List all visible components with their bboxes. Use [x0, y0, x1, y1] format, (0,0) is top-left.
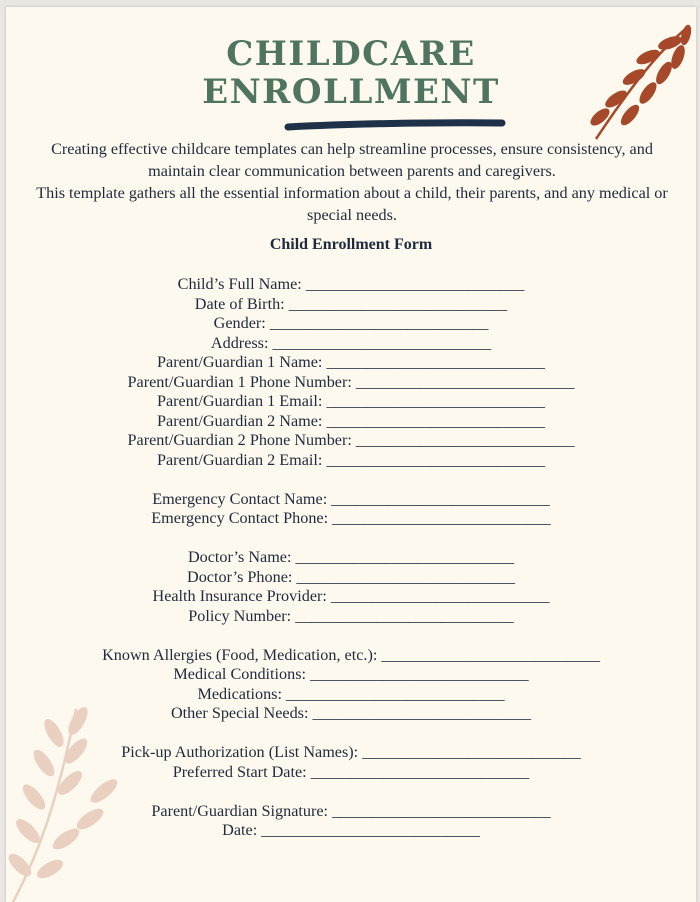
spacer [6, 724, 696, 744]
title-underline [284, 118, 506, 132]
spacer [6, 470, 696, 490]
field-parent2-email[interactable]: Parent/Guardian 2 Email: ___________________________ [156, 450, 545, 469]
title-line-2: ENROLLMENT [202, 72, 500, 112]
field-guardian-signature[interactable]: Parent/Guardian Signature: ___________________________ [151, 801, 551, 820]
field-policy-number[interactable]: Policy Number: ___________________________ [188, 606, 514, 625]
form-title: Child Enrollment Form [269, 236, 433, 253]
field-emergency-name[interactable]: Emergency Contact Name: ___________________________ [152, 489, 550, 508]
field-doctor-name[interactable]: Doctor’s Name: ___________________________ [187, 548, 515, 566]
field-gender[interactable]: Gender: ___________________________ [213, 314, 489, 332]
field-child-name[interactable]: Child’s Full Name: ___________________________ [177, 275, 525, 293]
page-title [6, 35, 696, 111]
intro-paragraph-2: This template gathers all the essential information about a child, their parents, and any medical or special needs. [36, 184, 668, 224]
field-date-of-birth[interactable]: Date of Birth: ___________________________ [194, 294, 508, 313]
intro-text [24, 138, 680, 226]
field-emergency-phone[interactable]: Emergency Contact Phone: ___________________________ [151, 509, 551, 527]
field-parent1-email[interactable]: Parent/Guardian 1 Email: ___________________________ [156, 392, 545, 410]
field-doctor-phone[interactable]: Doctor’s Phone: ___________________________ [187, 567, 515, 586]
field-preferred-start-date[interactable]: Preferred Start Date: ___________________________ [172, 762, 530, 781]
spacer [6, 529, 696, 549]
field-address[interactable]: Address: ___________________________ [210, 333, 492, 352]
field-parent1-phone[interactable]: Parent/Guardian 1 Phone Number: ___________________________ [127, 372, 575, 391]
spacer [6, 782, 696, 802]
field-medical-conditions[interactable]: Medical Conditions: ___________________________ [173, 665, 529, 683]
document-page [6, 7, 696, 902]
field-medications[interactable]: Medications: ___________________________ [197, 684, 505, 703]
field-date[interactable]: Date: ___________________________ [222, 821, 480, 839]
field-parent1-name[interactable]: Parent/Guardian 1 Name: ___________________________ [157, 353, 545, 371]
intro-paragraph-1: Creating effective childcare templates can help streamline processes, ensure consistency, and maintain clear communication between parents and caregivers. [51, 140, 653, 180]
field-parent2-name[interactable]: Parent/Guardian 2 Name: ___________________________ [157, 411, 545, 430]
field-special-needs[interactable]: Other Special Needs: ___________________________ [170, 704, 532, 722]
form-fields [6, 275, 696, 841]
spacer [6, 626, 696, 646]
field-known-allergies[interactable]: Known Allergies (Food, Medication, etc.): ___________________________ [102, 645, 600, 664]
field-parent2-phone[interactable]: Parent/Guardian 2 Phone Number: ___________________________ [127, 431, 575, 449]
field-pickup-authorization[interactable]: Pick-up Authorization (List Names): ___________________________ [121, 743, 581, 761]
field-insurance-provider[interactable]: Health Insurance Provider: ___________________________ [152, 587, 550, 605]
title-line-1: CHILDCARE [226, 34, 476, 74]
